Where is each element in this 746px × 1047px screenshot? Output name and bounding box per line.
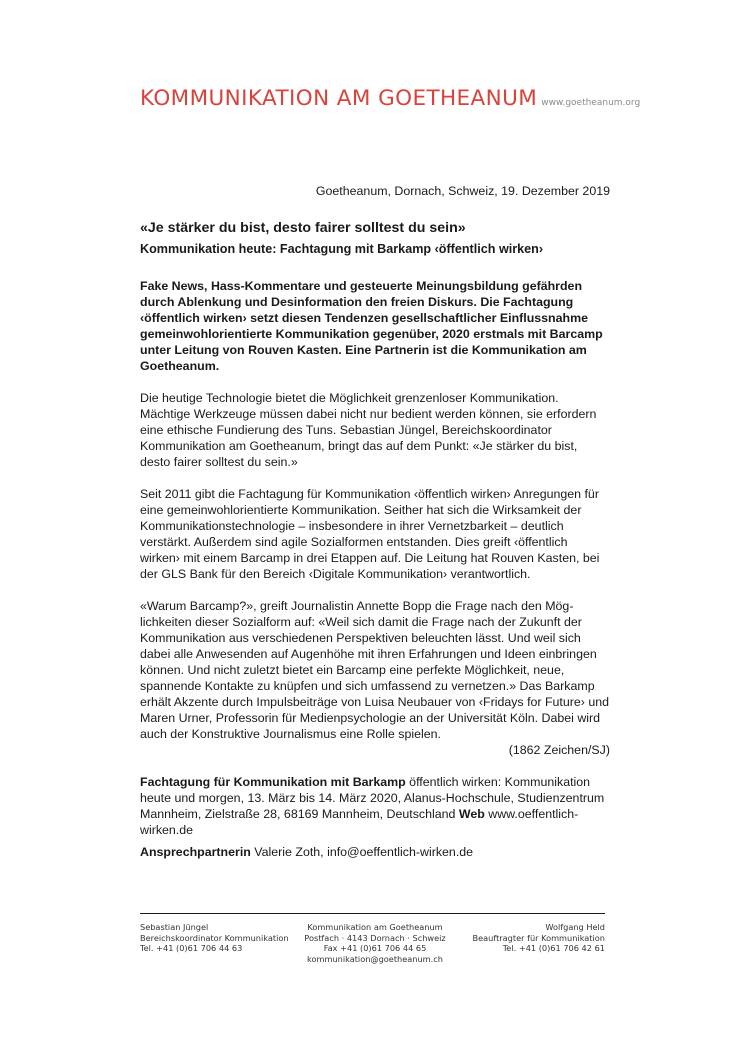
- body-paragraph: Die heutige Technologie bietet die Möglichkeit grenzenloser Kommunikation. Mächtige Werkzeuge müssen dabei nicht nur bedient werden können, sie erfordern eine ethische Fundierung des Tuns. Sebastian Jüngel, Bereichskoordinator Kommunikation am Goetheanum, bringt das auf dem Punkt: «Je stärker du bist, desto fairer solltest du sein.»: [140, 391, 597, 469]
- footer-contact-left: [140, 922, 289, 954]
- body-paragraph: Seit 2011 gibt die Fachtagung für Kommunikation ‹öffentlich wirken› Anregungen für eine gemeinwohlorientierte Kommunikation. Seither hat sich die Wirksamkeit der Kommunikationstechnologie – insbesondere in ihrer Vernetzbarkeit – deutlich verstärkt. Außerdem sind agile Sozialformen entstanden. Dies greift ‹öffentlich wirken› mit einem Barcamp in drei Etappen auf. Die Leitung hat Rouven Kasten, bei der GLS Bank für den Bereich ‹Digitale Kommunikation› verantwortlich.: [140, 487, 600, 581]
- contact-text[interactable]: Valerie Zoth, info@oeffentlich-wirken.de: [250, 845, 474, 859]
- footer-left-phone: Tel. +41 (0)61 706 44 63: [140, 943, 243, 953]
- dateline: Goetheanum, Dornach, Schweiz, 19. Dezember 2019: [315, 184, 610, 198]
- subheadline: Kommunikation heute: Fachtagung mit Barkamp ‹öffentlich wirken›: [140, 242, 544, 256]
- event-info-text: öffentlich wirken: Kommunikation heute und morgen, 13. März bis 14. März 2020, Alanus-Hochschule, Studienzentrum Mannheim, Zielstraße 28, 68169 Mannheim, Deutschland: [140, 775, 605, 821]
- event-info-label: Fachtagung für Kommunikation mit Barkamp: [140, 775, 406, 789]
- web-label: Web: [458, 807, 485, 821]
- footer-divider: [140, 913, 605, 914]
- footer-contact-middle: [300, 922, 450, 964]
- footer-mid-email[interactable]: kommunikation@goetheanum.ch: [307, 953, 443, 964]
- footer-mid-address: Postfach · 4143 Dornach · Schweiz: [304, 932, 446, 943]
- footer-right-name: Wolfgang Held: [545, 922, 605, 932]
- contact-info: [140, 844, 610, 860]
- event-info: [140, 774, 610, 838]
- web-link[interactable]: www.oeffentlich-wirken.de: [140, 807, 579, 837]
- letterhead: [140, 86, 640, 111]
- body-paragraph: «Warum Barcamp?», greift Journalistin Annette Bopp die Frage nach den Möglichkeiten dieser Sozialform auf: «Weil sich damit die Frage nach der Zukunft der Kommunikation aus verschiedenen Perspektiven beleuchten lässt. Und weil sich dabei alle Anwesenden auf Augenhöhe mit ihren Erfahrungen und Ideen einbringen können. Und nicht zuletzt bietet ein Barcamp eine perfekte Möglichkeit, neue, spannende Kontakte zu knüpfen und sich umfassend zu vernetzen.» Das Barkamp erhält Akzente durch Impulsbeiträge von Luisa Neubauer von ‹Fridays for Future› und Maren Urner, Professorin für Medienpsychologie an der Universität Köln. Dabei wird auch der Konstruktive Journalismus eine Rolle spielen.: [140, 599, 610, 741]
- footer-right-role: Beauftragter für Kommunikation: [472, 932, 605, 943]
- footer-left-name: Sebastian Jüngel: [140, 922, 209, 932]
- footer-contact-right: [472, 922, 605, 954]
- contact-label: Ansprechpartnerin: [140, 845, 251, 859]
- character-count: (1862 Zeichen/SJ): [508, 743, 610, 757]
- brand-name: KOMMUNIKATION AM GOETHEANUM: [140, 86, 538, 111]
- headline: «Je stärker du bist, desto fairer solltest du sein»: [140, 220, 466, 236]
- footer-left-role: Bereichskoordinator Kommunikation: [140, 932, 289, 943]
- press-release-body: [140, 183, 610, 860]
- footer-mid-fax: Fax +41 (0)61 706 44 65: [323, 943, 427, 953]
- footer-mid-org: Kommunikation am Goetheanum: [307, 922, 443, 932]
- website-url[interactable]: www.goetheanum.org: [541, 98, 641, 108]
- lead-paragraph: Fake News, Hass-Kommentare und gesteuerte Meinungsbildung gefährden durch Ablenkung und Desinformation den freien Diskurs. Die Fachtagung ‹öffentlich wirken› setzt diesen Tendenzen gesellschaftlicher Einflussnahme gemeinwohlorientierte Kommunikation gegenüber, 2020 erstmals mit Barcamp unter Leitung von Rouven Kasten. Eine Partnerin ist die Kommunikation am Goetheanum.: [140, 279, 603, 373]
- footer-right-phone: Tel. +41 (0)61 706 42 61: [502, 943, 605, 953]
